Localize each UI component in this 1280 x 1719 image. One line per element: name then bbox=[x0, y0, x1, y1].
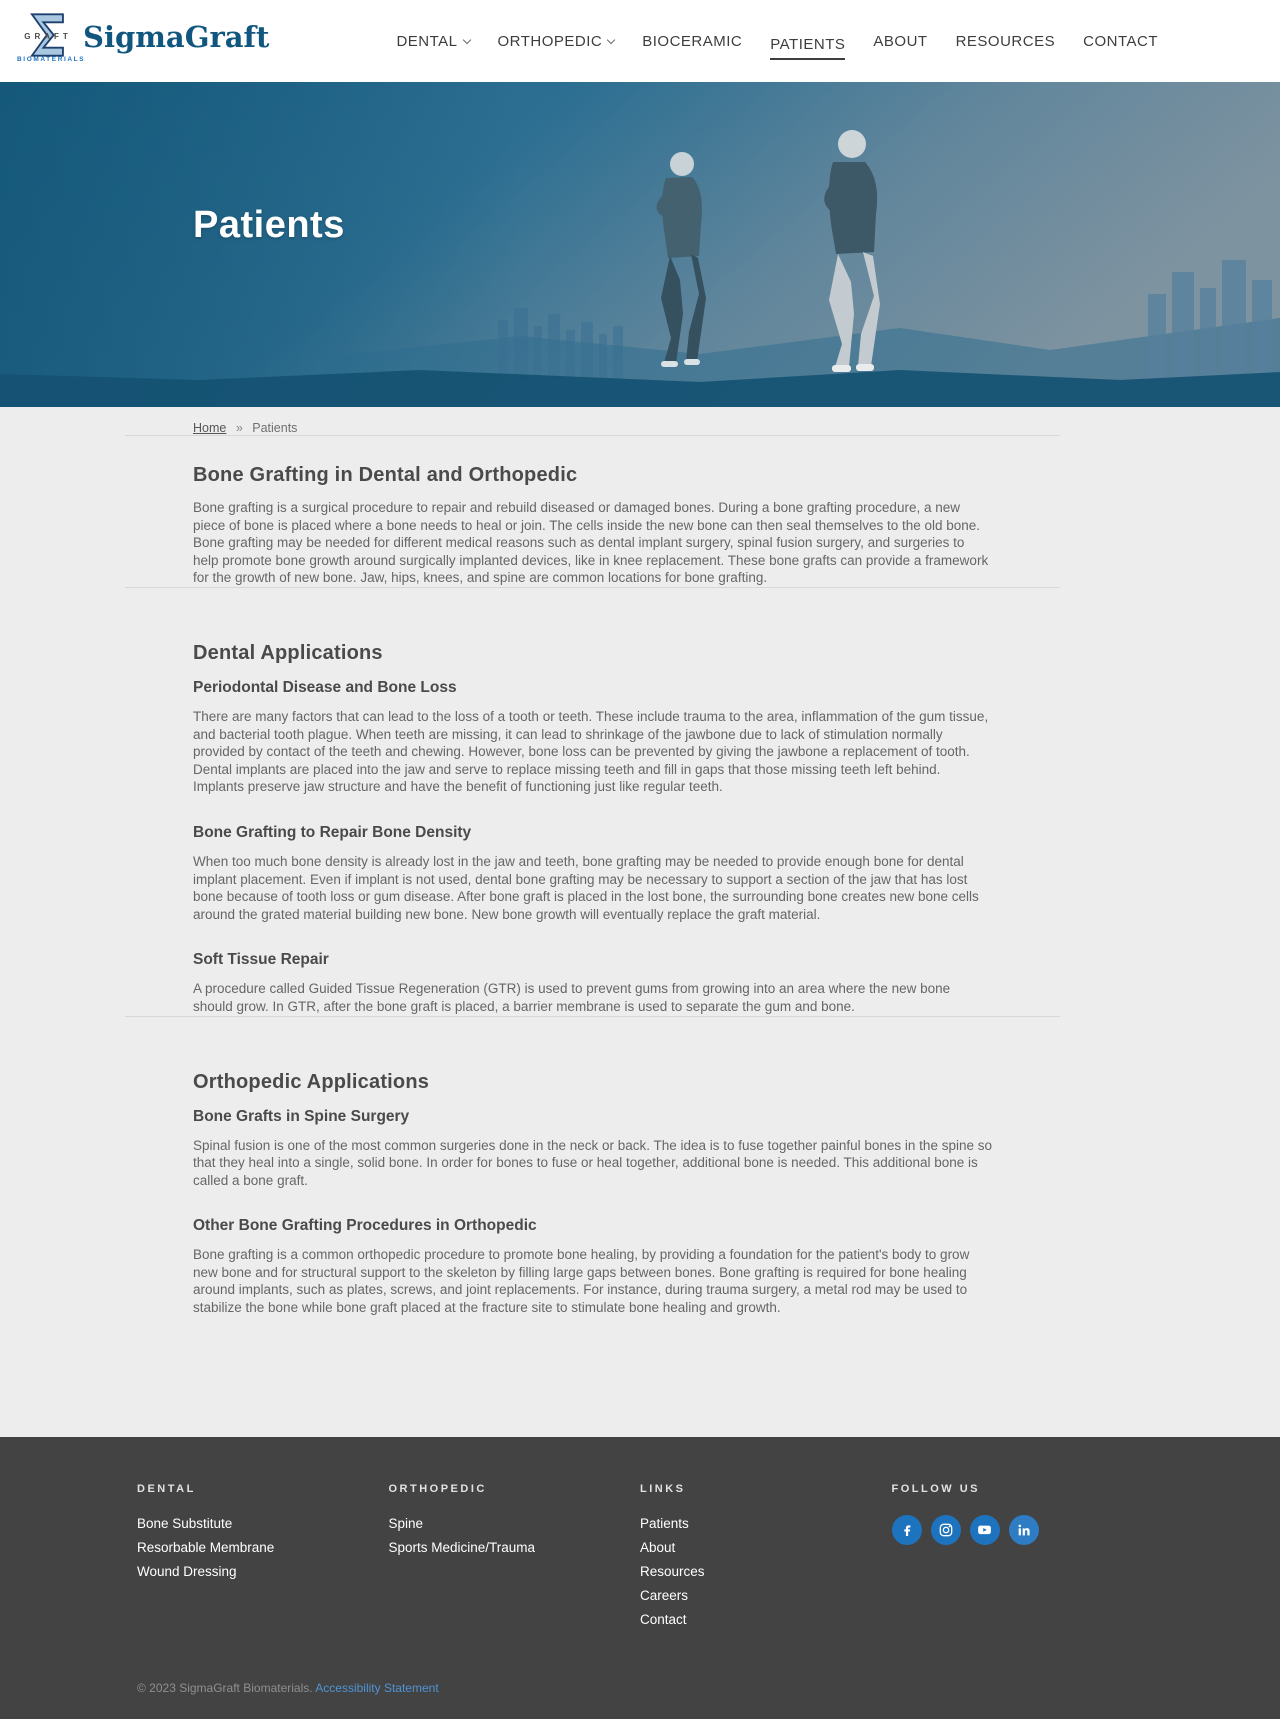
section-paragraph: Bone grafting is a surgical procedure to repair and rebuild diseased or damaged bones. During a bone grafting procedure, a new piece of bone is placed where a bone needs to heal or join. The cells inside the new bone can then seal themselves to the old bone. Bone grafting may be needed for different medical reasons such as dental implant surgery, spinal fusion surgery, and surgeries to help promote bone growth around surgically implanted devices, like in knee replacement. These bone grafts can provide a framework for the growth of new bone. Jaw, hips, knees, and spine are common locations for bone grafting. bbox=[193, 500, 989, 586]
footer-col-orthopedic bbox=[389, 1483, 641, 1635]
section-heading: Orthopedic Applications bbox=[193, 1070, 430, 1093]
main-nav bbox=[396, 0, 1158, 82]
footer-link-about[interactable]: About bbox=[640, 1539, 676, 1555]
section-dental-applications bbox=[125, 588, 1060, 1016]
footer-link-patients[interactable]: Patients bbox=[640, 1515, 689, 1531]
breadcrumb-current: Patients bbox=[252, 421, 298, 435]
copyright bbox=[137, 1681, 1143, 1695]
sigmagraft-logo[interactable] bbox=[17, 10, 269, 70]
sub-heading: Periodontal Disease and Bone Loss bbox=[193, 678, 457, 696]
section-bone-grafting bbox=[125, 436, 1060, 587]
footer-col-follow-us bbox=[892, 1483, 1144, 1635]
breadcrumb-separator: » bbox=[235, 421, 243, 435]
logo-wordmark: SigmaGraft bbox=[83, 20, 270, 54]
section-paragraph: Bone grafting is a common orthopedic procedure to promote bone healing, by providing a foundation for the patient's body to grow new bone and for structural support to the skeleton by filling large gaps between bones. Bone grafting is required for bone healing around implants, such as plates, screws, and joint replacements. For instance, during trauma surgery, a metal rod may be used to stabilize the bone while bone graft placed at the fracture site to stimulate bone healing and growth. bbox=[193, 1247, 970, 1316]
section-paragraph: When too much bone density is already lost in the jaw and teeth, bone grafting may be needed to provide enough bone for dental implant placement. Even if implant is not used, dental bone grafting may be necessary to support a section of the jaw that has lost bone because of tooth loss or gum disease. After bone graft is placed in the lost bone, the surrounding bone creates new bone cells around the grated material building new bone. New bone growth will eventually replace the graft material. bbox=[193, 853, 979, 922]
facebook-icon[interactable] bbox=[892, 1515, 922, 1545]
sub-heading: Bone Grafts in Spine Surgery bbox=[193, 1107, 410, 1125]
nav-bioceramic[interactable]: BIOCERAMIC bbox=[642, 32, 743, 50]
footer-col-links bbox=[640, 1483, 892, 1635]
linkedin-icon[interactable] bbox=[1009, 1515, 1039, 1545]
copyright-text: © 2023 SigmaGraft Biomaterials. bbox=[137, 1680, 313, 1695]
hero-banner bbox=[0, 82, 1280, 407]
footer-link-resources[interactable]: Resources bbox=[640, 1563, 705, 1579]
section-paragraph: A procedure called Guided Tissue Regeneration (GTR) is used to prevent gums from growing into an area where the new bone should grow. In GTR, after the bone graft is placed, a barrier membrane is used to separate the gum and bone. bbox=[193, 981, 951, 1014]
main-content bbox=[125, 407, 1060, 1437]
nav-about[interactable]: ABOUT bbox=[873, 32, 928, 50]
sub-heading: Bone Grafting to Repair Bone Density bbox=[193, 823, 472, 841]
section-heading: Bone Grafting in Dental and Orthopedic bbox=[193, 464, 578, 486]
footer-link-bone-substitute[interactable]: Bone Substitute bbox=[137, 1515, 233, 1531]
section-paragraph: There are many factors that can lead to the loss of a tooth or teeth. These include trauma to the area, inflammation of the gum tissue, and bacterial tooth plague. When teeth are missing, it can lead to shrinkage of the jawbone due to lack of stimulation normally provided by contact of the teeth and chewing. However, bone loss can be prevented by giving the jawbone a replacement of tooth. Dental implants are placed into the jaw and serve to replace missing teeth and fill in gaps that those missing teeth left behind. Implants preserve jaw structure and have the benefit of functioning just like regular teeth. bbox=[193, 708, 989, 795]
footer-col-dental bbox=[137, 1483, 389, 1635]
instagram-icon[interactable] bbox=[931, 1515, 961, 1545]
page-title: Patients bbox=[193, 204, 345, 246]
footer-link-spine[interactable]: Spine bbox=[388, 1515, 424, 1531]
chevron-down-icon bbox=[462, 35, 470, 43]
footer-col-title: DENTAL bbox=[137, 1482, 196, 1495]
footer-col-title: FOLLOW US bbox=[891, 1482, 980, 1495]
footer-col-title: ORTHOPEDIC bbox=[388, 1482, 487, 1495]
sigma-logo-icon bbox=[17, 10, 86, 70]
site-header bbox=[0, 0, 1280, 82]
hero-image bbox=[0, 82, 1280, 407]
section-orthopedic-applications bbox=[125, 1017, 1060, 1317]
nav-resources[interactable]: RESOURCES bbox=[955, 32, 1056, 50]
site-footer bbox=[0, 1437, 1280, 1719]
section-heading: Dental Applications bbox=[193, 641, 383, 664]
footer-link-resorbable-membrane[interactable]: Resorbable Membrane bbox=[137, 1539, 275, 1555]
chevron-down-icon bbox=[607, 35, 615, 43]
nav-patients[interactable]: PATIENTS bbox=[770, 30, 845, 60]
nav-dental[interactable]: DENTAL bbox=[396, 27, 469, 56]
footer-link-careers[interactable]: Careers bbox=[640, 1587, 689, 1603]
logo-graft-text: GRAFT bbox=[24, 32, 72, 41]
sub-heading: Soft Tissue Repair bbox=[193, 951, 329, 969]
footer-col-title: LINKS bbox=[640, 1482, 686, 1495]
footer-link-sports-medicine[interactable]: Sports Medicine/Trauma bbox=[388, 1539, 536, 1555]
breadcrumb-home-link[interactable]: Home bbox=[193, 421, 227, 435]
sub-heading: Other Bone Grafting Procedures in Orthopedic bbox=[193, 1217, 537, 1235]
nav-orthopedic[interactable]: ORTHOPEDIC bbox=[498, 27, 615, 56]
footer-link-wound-dressing[interactable]: Wound Dressing bbox=[137, 1563, 237, 1579]
breadcrumb bbox=[125, 407, 1060, 435]
logo-tagline: BIOMATERIALS bbox=[17, 56, 86, 63]
nav-contact[interactable]: CONTACT bbox=[1083, 32, 1158, 50]
youtube-icon[interactable] bbox=[970, 1515, 1000, 1545]
section-paragraph: Spinal fusion is one of the most common surgeries done in the neck or back. The idea is to fuse together painful bones in the spine so that they heal into a single, solid bone. In order for bones to fuse or heal together, additional bone is needed. This additional bone is called a bone graft. bbox=[193, 1137, 992, 1188]
social-links bbox=[892, 1515, 1144, 1545]
footer-link-contact[interactable]: Contact bbox=[640, 1611, 687, 1627]
accessibility-statement-link[interactable]: Accessibility Statement bbox=[315, 1680, 439, 1695]
